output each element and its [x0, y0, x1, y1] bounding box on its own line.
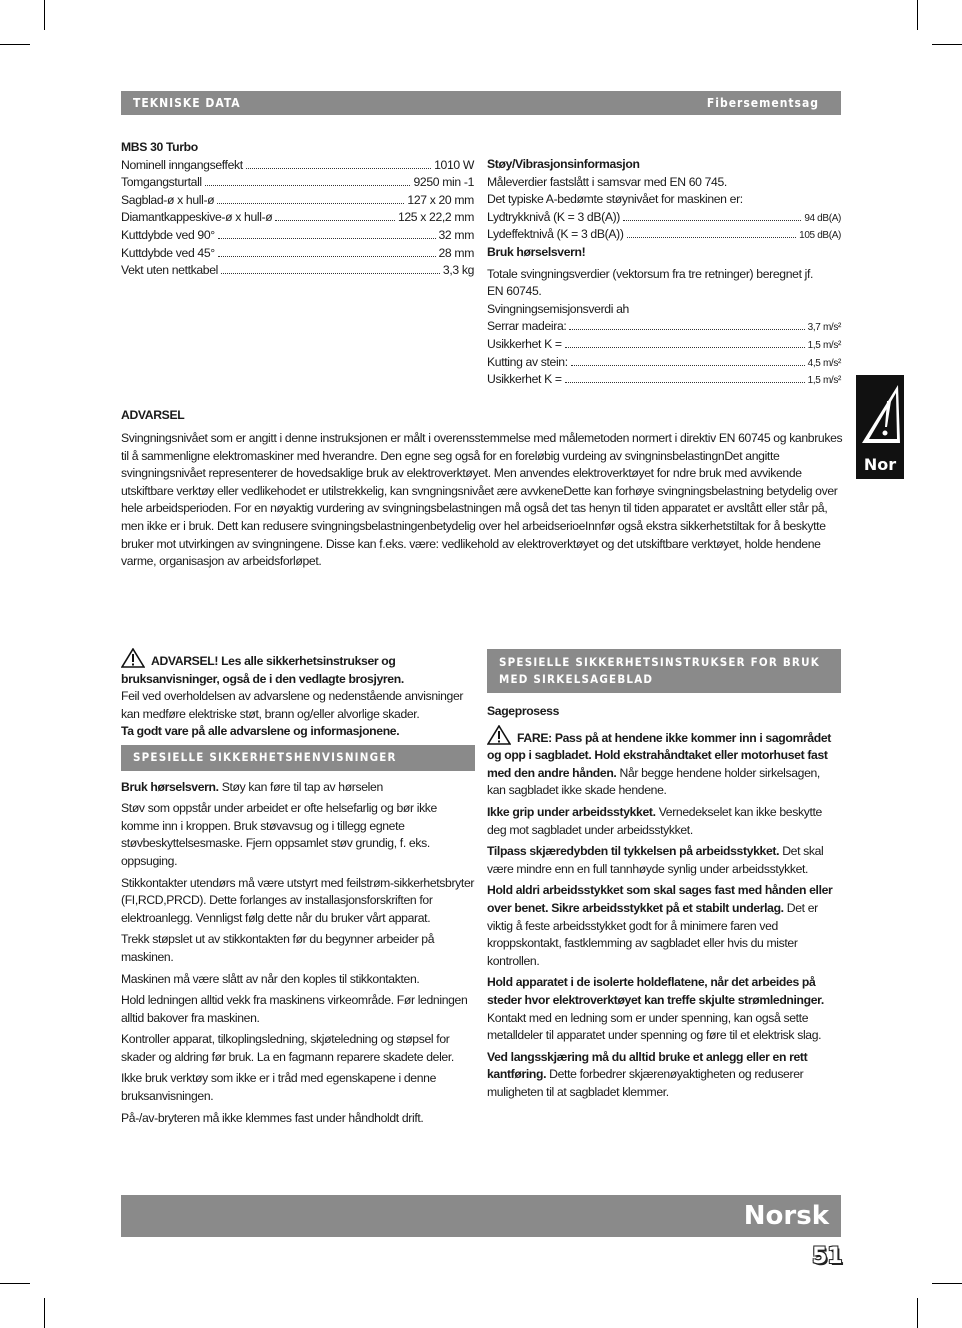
instruction-bold: Tilpass skjæredybden til tykkelsen på arbeidsstykket. [487, 844, 780, 859]
section-bar-special-safety: SPESIELLE SIKKERHETSHENVISNINGER [121, 745, 475, 771]
noise-row: Lydtrykknivå (K = 3 dB(A)) 94 dB(A) [487, 209, 841, 224]
crop-mark [0, 44, 30, 45]
hearing-bold: Bruk hørselsvern. [121, 779, 219, 794]
warning-triangle-icon [858, 381, 902, 447]
spec-row: Tomgangsturtall 9250 min -1 [121, 175, 474, 190]
safety-paragraph: Trekk støpslet ut av stikkontakten før du begynner arbeider på maskinen. [121, 932, 435, 964]
safety-paragraph: På-/av-bryteren må ikke klemmes fast under håndholdt drift. [121, 1110, 424, 1125]
spec-row: Kuttdybde ved 45° 28 mm [121, 245, 474, 260]
vibration-text: Totale svingningsverdier (vektorsum fra tre retninger) beregnet jf. [487, 266, 814, 281]
instruction-text: Det skal være mindre enn en full tannhøyde synlig under arbeidsstykket. [487, 844, 824, 876]
danger-text: Når begge hendene holder sirkelsagen, kan sagbladet ikke skade hendene. [487, 765, 820, 798]
warning-triangle-icon [487, 725, 511, 745]
hearing-text: Støy kan føre til tap av hørselen [218, 779, 383, 794]
spec-row: Vekt uten nettkabel 3,3 kg [121, 263, 474, 278]
instruction-text: Kontakt med en ledning som er under spenning, kan også sette metalldeler til apparatet under spenning og føre til et elektrisk slag. [487, 1010, 822, 1043]
safety-paragraph: Kontroller apparat, tilkoplingsledning, skjøteledning og støpsel for skader og aldring før bruk. La en fagmann reparere skadete deler. [121, 1032, 454, 1064]
saw-blade-safety-column [487, 649, 841, 1105]
section-header-bar [121, 91, 841, 115]
noise-vibration-info [487, 156, 841, 389]
safety-paragraph: Hold ledningen alltid vekk fra maskinens virkeområde. Før ledningen alltid bakover fra maskinen. [121, 993, 468, 1025]
model-name: MBS 30 Turbo [121, 140, 198, 154]
safety-warning-text: Feil ved overholdelsen av advarslene og nedenstående anvisninger kan medføre elektriske støt, brann og/eller alvorlige skader. [121, 689, 464, 721]
crop-mark [44, 0, 45, 30]
noise-row: Lydeffektnivå (K = 3 dB(A)) 105 dB(A) [487, 227, 841, 242]
page-number: 51 [812, 1244, 843, 1269]
spec-row: Sagblad-ø x hull-ø 127 x 20 mm [121, 192, 474, 207]
vibration-row: Serrar madeira: 3,7 m/s² [487, 319, 841, 334]
vibration-text: EN 60745. [487, 284, 542, 299]
vibration-text: Svingningsemisjonsverdi ah [487, 301, 629, 316]
hearing-protection-note: Bruk hørselsvern! [487, 244, 586, 259]
crop-mark [932, 44, 962, 45]
warning-heading: ADVARSEL [121, 408, 185, 422]
noise-text: Måleverdier fastslått i samsvar med EN 60 745. [487, 174, 727, 189]
section-bar-saw-blade: SPESIELLE SIKKERHETSINSTRUKSER FOR BRUK MED SIRKELSAGEBLAD [487, 649, 841, 693]
safety-warning-bold: ADVARSEL! Les alle sikkerhetsinstrukser og bruksanvisninger, også de i den vedlagte brosjyren. [121, 654, 404, 686]
crop-mark [0, 1283, 30, 1284]
instruction-bold: Hold apparatet i de isolerte holdeflatene, når det arbeides på steder hvor elektroverktøyet kan treffe skjulte strømledninger. [487, 975, 824, 1007]
noise-title: Støy/Vibrasjonsinformasjon [487, 157, 640, 171]
warning-paragraph: Svingningsnivået som er angitt i denne instruksjonen er målt i overensstemmelse med målemetoden normert i direktiv EN 60745 og kanbrukes til å sammenligne elektromaskiner med hverandre. Den egne seg også for en foreløbig vurdeing av svingninsbelastingnDet angitte svingningsnivået representerer de hovedsaklige bruk av elektroverktøyet. Men anvendes elektroverktøyet for ndre bruk med avvikende utskiftbare verktøy eller vedlikehodet er utilstrekkelig, kan svngningsnivået ære avvkeneDette kan forhøye svingningsbelastning betydelig over hele arbeidsperioden. For en nøyaktig vurdering av svingningsbelastningen må også det tas henyn til tiden apparatet er avsltått eller står på, men ikke er i bruk. Dett kan redusere svingningsbelastningenbetydelig over hel arbeidserioeInnfør også ekstra sikkerhetstiltak for å beskytte bruker mot utvirkingen av svingningene. Disse kan f.eks. være: vedlikehold av elektroverktøyet og det utskiftbare verktøyet, holde hendene varme, organisasjon av arbeidsforløpet. [121, 431, 843, 569]
language-footer-bar [121, 1195, 841, 1237]
language-tab-label: Nor [863, 455, 897, 474]
product-name: Fibersementsag [706, 96, 819, 110]
instruction-bold: Ikke grip under arbeidsstykket. [487, 804, 656, 819]
spec-row: Kuttdybde ved 90° 32 mm [121, 227, 474, 242]
safety-paragraph: Maskinen må være slått av når den koples til stikkontakten. [121, 971, 420, 986]
warning-triangle-icon [121, 648, 145, 668]
vibration-row: Kutting av stein: 4,5 m/s² [487, 354, 841, 369]
vibration-row: Usikkerhet K = 1,5 m/s² [487, 372, 841, 387]
vibration-row: Usikkerhet K = 1,5 m/s² [487, 336, 841, 351]
sawing-process-heading: Sageprosess [487, 704, 560, 718]
crop-mark [917, 1298, 918, 1328]
noise-text: Det typiske A-bedømte støynivået for maskinen er: [487, 192, 743, 207]
language-title: Norsk [743, 1201, 829, 1231]
section-title: TEKNISKE DATA [133, 96, 241, 110]
safety-paragraph: Stikkontakter utendørs må være utstyrt med feilstrøm-sikkerhetsbryter (FI,RCD,PRCD). Dette forlanges av installasjonsforskriften for elektroanlegg. Vennligst følg dette når du bruker vårt apparat. [121, 875, 475, 925]
instruction-text: Vernedekselet kan ikke beskytte deg mot sagbladet under arbeidsstykket. [487, 804, 822, 837]
crop-mark [932, 1283, 962, 1284]
spec-row: Diamantkappeskive-ø x hull-ø 125 x 22,2 mm [121, 210, 474, 225]
instruction-bold: Ved langsskjæring må du alltid bruke et anlegg eller en rett kantføring. [487, 1049, 808, 1082]
danger-bold: FARE: Pass på at hendene ikke kommer inn i sagområdet og opp i sagbladet. Hold ekstrahåndtaket eller motorhuset fast med den andre hånden. [487, 730, 832, 780]
keep-instructions-note: Ta godt vare på alle advarslene og informasjonene. [121, 724, 400, 739]
crop-mark [44, 1298, 45, 1328]
general-safety-column [121, 648, 475, 1131]
safety-paragraph: Ikke bruk verktøy som ikke er i tråd med egenskapene i denne bruksanvisningen. [121, 1071, 436, 1104]
language-side-tab [856, 375, 904, 479]
safety-paragraph: Støv som oppstår under arbeidet er ofte helsefarlig og bør ikke komme inn i kroppen. Bruk støvavsug og i tillegg egnete støvbeskyttelsesmaske. Fjern oppsamlet støv grundig, f. eks. oppsuging. [121, 801, 437, 868]
tech-data-table [121, 139, 474, 280]
instruction-bold: Hold aldri arbeidsstykket som skal sages fast med hånden eller over benet. Sikre arbeidsstykket på et stabilt underlag. [487, 883, 833, 915]
instruction-text: Det er viktig å feste arbeidsstykket godt for å minimere faren ved kroppskontakt, fastklemming av sagbladet eller hvis du mister kontrollen. [487, 900, 818, 968]
crop-mark [917, 0, 918, 30]
spec-row: Nominell inngangseffekt 1010 W [121, 157, 474, 172]
instruction-text: Dette forbedrer skjærenøyaktigheten og reduserer muligheten til at sagbladet klemmer. [487, 1067, 804, 1099]
